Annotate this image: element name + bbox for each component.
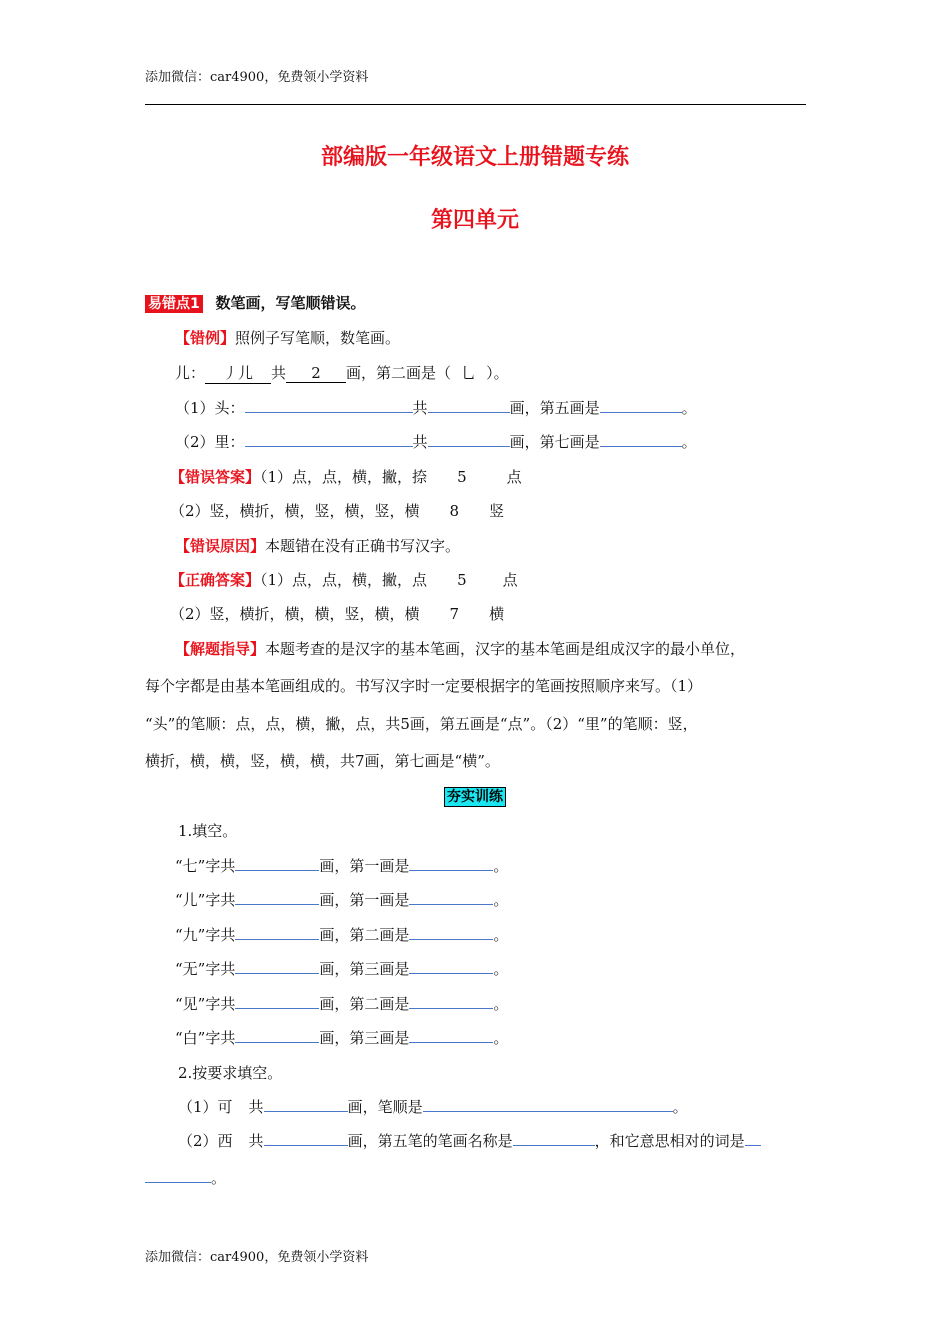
correct-answer-line-2 [170, 603, 504, 624]
practice-tag: 夯实训练 [444, 787, 506, 807]
header-divider [145, 104, 806, 105]
practice-item [175, 855, 508, 876]
q2-2-opposite-blank-start[interactable] [745, 1130, 761, 1146]
correct-answer-1: （1）点，点，横，撇，点 [260, 571, 428, 589]
model-count: 2 [286, 364, 346, 383]
model-answer: 乚 [461, 364, 477, 382]
example-text: 照例子写笔顺，数笔画。 [235, 329, 401, 347]
wrong-answer-1-count: 5 [457, 468, 467, 486]
practice-heading [0, 786, 950, 806]
practice-item-mid: 画，第一画是 [319, 857, 410, 875]
q2-prefix: （2）里： [175, 433, 245, 451]
practice-item-mid: 画，第二画是 [319, 926, 410, 944]
practice-item-mid: 画，第二画是 [319, 995, 410, 1013]
question-2-line [175, 431, 697, 452]
q2-2-stroke-blank[interactable] [513, 1130, 595, 1146]
practice-item-char: “九”字共 [175, 926, 236, 944]
guide-line-3: “头”的笔顺：点，点，横，撇，点，共5画，第五画是“点”。（2）“里”的笔顺：竖， [145, 715, 698, 733]
practice-item [175, 924, 508, 945]
practice-item-char: “儿”字共 [175, 891, 236, 909]
practice-item-end: 。 [493, 857, 509, 875]
wrong-answer-line-2 [170, 500, 504, 521]
wrong-answer-1-stroke: 点 [506, 468, 522, 486]
practice-stroke-blank[interactable] [409, 1027, 493, 1043]
practice-stroke-blank[interactable] [409, 889, 493, 905]
guide-line-1 [175, 638, 745, 659]
practice-q1-title: 1.填空。 [178, 822, 238, 840]
practice-item-mid: 画，第三画是 [319, 960, 410, 978]
practice-item-char: “白”字共 [175, 1029, 236, 1047]
section-heading-text: 数笔画，写笔顺错误。 [215, 294, 366, 312]
q1-mid: 画，第五画是 [509, 399, 600, 417]
model-suffix: 画，第二画是（ [346, 364, 452, 382]
page-subtitle: 第四单元 [430, 208, 519, 233]
practice-item-end: 。 [493, 995, 509, 1013]
wrong-answer-2: （2）竖，横折，横，竖，横，竖，横 [170, 502, 420, 520]
q1-prefix: （1）头： [175, 399, 245, 417]
practice-item-char: “七”字共 [175, 857, 236, 875]
reason-line [175, 535, 460, 556]
practice-q2-2-continued [145, 1167, 226, 1188]
q1-stroke-blank[interactable] [600, 397, 682, 413]
wrong-answer-line-1 [170, 466, 522, 487]
correct-answer-1-count: 5 [457, 571, 467, 589]
guide-line-4: 横折，横，横，竖，横，横，共7画，第七画是“横”。 [145, 752, 500, 770]
practice-item-end: 。 [493, 1029, 509, 1047]
practice-q2-1 [178, 1096, 688, 1117]
q2-1-order-blank[interactable] [423, 1096, 673, 1112]
practice-item-char: “无”字共 [175, 960, 236, 978]
correct-answer-line-1 [170, 569, 518, 590]
practice-stroke-blank[interactable] [409, 958, 493, 974]
practice-stroke-blank[interactable] [409, 855, 493, 871]
practice-item-mid: 画，第三画是 [319, 1029, 410, 1047]
model-char: 儿： [175, 364, 206, 382]
model-line [175, 362, 509, 384]
q2-gong: 共 [412, 433, 428, 451]
practice-count-blank[interactable] [235, 1027, 319, 1043]
q2-1-gong: 共 [248, 1098, 264, 1116]
practice-item [175, 889, 508, 910]
q1-end: 。 [681, 399, 697, 417]
practice-count-blank[interactable] [235, 889, 319, 905]
q2-2-count-blank[interactable] [264, 1130, 348, 1146]
footer-note: 添加微信：car4900，免费领小学资料 [145, 1250, 369, 1265]
correct-answer-2: （2）竖，横折，横，横，竖，横，横 [170, 605, 420, 623]
guide-label: 【解题指导】 [175, 640, 266, 658]
practice-item-end: 。 [493, 891, 509, 909]
q2-2-opposite-blank[interactable] [145, 1167, 211, 1183]
practice-stroke-blank[interactable] [409, 993, 493, 1009]
q1-strokes-blank[interactable] [245, 397, 413, 413]
wrong-answer-label: 【错误答案】 [170, 468, 261, 486]
page-title: 部编版一年级语文上册错题专练 [320, 145, 629, 170]
q2-2-mid2: ，和它意思相对的词是 [594, 1132, 745, 1150]
practice-count-blank[interactable] [235, 855, 319, 871]
q2-2-prefix: （2）西 [178, 1132, 233, 1150]
correct-answer-2-count: 7 [449, 605, 460, 623]
guide-text-1: 本题考查的是汉字的基本笔画，汉字的基本笔画是组成汉字的最小单位， [265, 640, 746, 658]
practice-q2-title: 2.按要求填空。 [178, 1064, 283, 1082]
wrong-answer-1: （1）点，点，横，撇，捺 [260, 468, 428, 486]
model-close: ）。 [486, 364, 509, 382]
practice-q2-2 [178, 1130, 761, 1151]
wrong-answer-2-stroke: 竖 [489, 502, 505, 520]
model-strokes: 丿儿 [205, 362, 271, 384]
q2-end: 。 [681, 433, 697, 451]
error-point-tag: 易错点1 [145, 295, 203, 313]
practice-item-mid: 画，第一画是 [319, 891, 410, 909]
q2-1-mid: 画，笔顺是 [347, 1098, 423, 1116]
q2-mid: 画，第七画是 [509, 433, 600, 451]
practice-item [175, 1027, 508, 1048]
q2-1-count-blank[interactable] [264, 1096, 348, 1112]
wrong-answer-2-count: 8 [449, 502, 460, 520]
q2-2-mid: 画，第五笔的笔画名称是 [347, 1132, 513, 1150]
q2-strokes-blank[interactable] [245, 431, 413, 447]
guide-line-2: 每个字都是由基本笔画组成的。书写汉字时一定要根据字的笔画按照顺序来写。（1） [145, 677, 703, 695]
practice-item [175, 993, 508, 1014]
example-line [175, 327, 400, 348]
q2-1-end: 。 [672, 1098, 688, 1116]
practice-count-blank[interactable] [235, 958, 319, 974]
section-heading [145, 292, 366, 313]
header-note: 添加微信：car4900，免费领小学资料 [145, 70, 369, 85]
reason-label: 【错误原因】 [175, 537, 266, 555]
model-total-prefix: 共 [271, 364, 287, 382]
q2-stroke-blank[interactable] [600, 431, 682, 447]
q2-count-blank[interactable] [428, 431, 510, 447]
practice-stroke-blank[interactable] [409, 924, 493, 940]
question-1-line [175, 397, 697, 418]
reason-text: 本题错在没有正确书写汉字。 [265, 537, 461, 555]
example-label: 【错例】 [175, 329, 236, 347]
practice-count-blank[interactable] [235, 924, 319, 940]
practice-item-char: “见”字共 [175, 995, 236, 1013]
practice-count-blank[interactable] [235, 993, 319, 1009]
practice-item-end: 。 [493, 960, 509, 978]
q1-gong: 共 [412, 399, 428, 417]
correct-answer-2-stroke: 横 [489, 605, 505, 623]
correct-answer-label: 【正确答案】 [170, 571, 261, 589]
correct-answer-1-stroke: 点 [502, 571, 518, 589]
q1-count-blank[interactable] [428, 397, 510, 413]
q2-2-end: 。 [211, 1169, 227, 1187]
q2-2-gong: 共 [248, 1132, 264, 1150]
practice-item-end: 。 [493, 926, 509, 944]
practice-item [175, 958, 508, 979]
q2-1-prefix: （1）可 [178, 1098, 233, 1116]
